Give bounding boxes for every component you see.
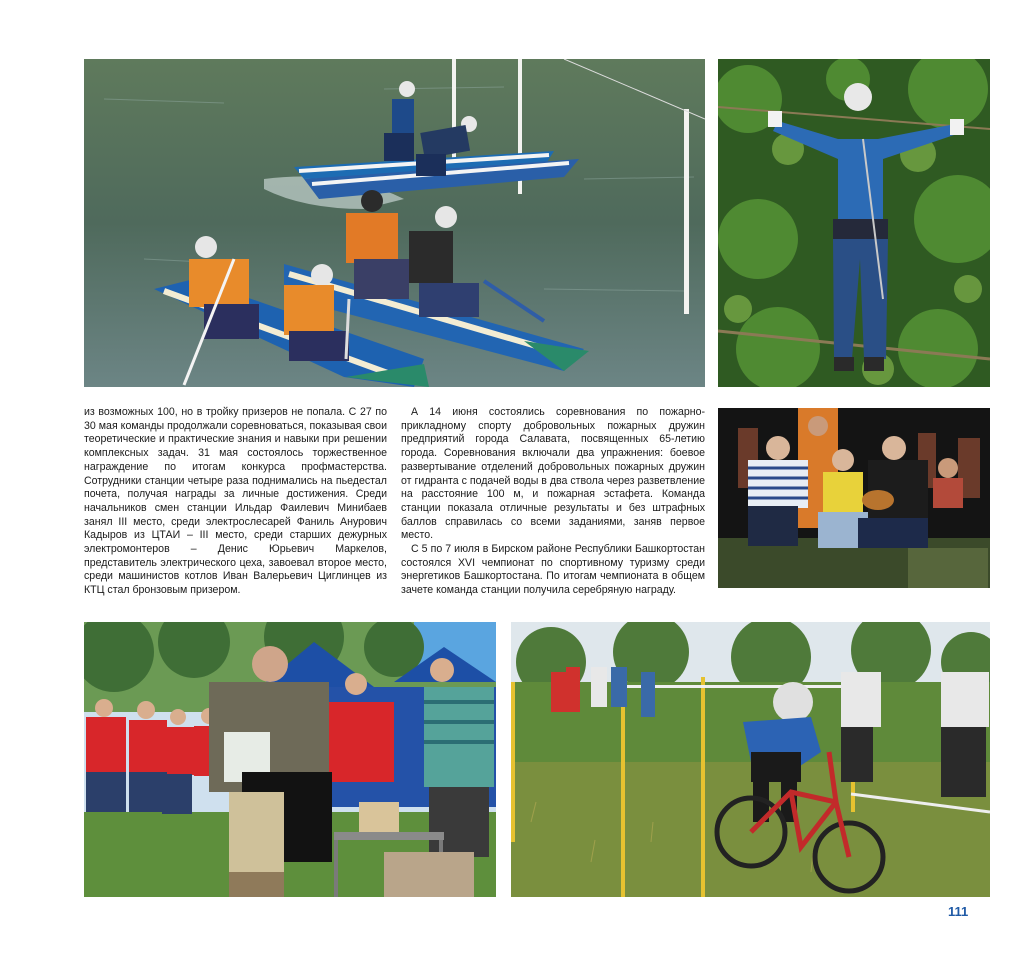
article-paragraph: из возможных 100, но в тройку призеров не попала. С 27 по 30 мая команды продолжали соревноваться, показывая свои теоретические и практические знания и навыки при решении комплексных задач. 31 мая состоялось торжественное награждение по итогам конкурса профмастерства. Сотрудники станции четыре раза поднимались на пьедестал почета, получая награды за личные достижения. Среди начальников смен станции Ильдар Фаилевич Минибаев занял III место, среди электрослесарей Фаниль Анурович Кадыров из ЦТАИ – III место, среди старших дежурных электромонтеров – Денис Юрьевич Маркелов, представитель электрического цеха, завоевал второе место, среди машинистов котлов Иван Валерьевич Циглинцев из КТЦ стал бронзовым призером. <box>84 406 387 597</box>
photo-award-ceremony <box>84 622 496 897</box>
article-paragraph: А 14 июня состоялись соревнования по пожарно-прикладному спорту добровольных пожарных дружин предприятий города Салавата, посвященных 65-летию города. Соревнования включали два упражнения: боевое развертывание отделений добровольных пожарных дружин от гидранта с подачей воды в два ствола через разветвление на расстояние 100 м, и пожарная эстафета. Команда станции показала отличные результаты и без штрафных баллов справилась со всеми заданиями, заняв первое место. <box>401 406 706 542</box>
article-paragraph: С 5 по 7 июля в Бирском районе Республики Башкортостан состоялся XVI чемпионат по спортивному туризму среди энергетиков Башкортостана. По итогам чемпионата в общем зачете команда станции получила серебряную награду. <box>401 543 705 597</box>
photo-evening-gathering <box>718 408 990 588</box>
photo-rope-traverse <box>718 59 990 387</box>
photo-catamaran-race <box>84 59 705 387</box>
page-number: 111 <box>948 904 969 919</box>
article-column-right <box>401 406 705 598</box>
article-column-left <box>84 406 387 598</box>
photo-bike-obstacle <box>511 622 990 897</box>
